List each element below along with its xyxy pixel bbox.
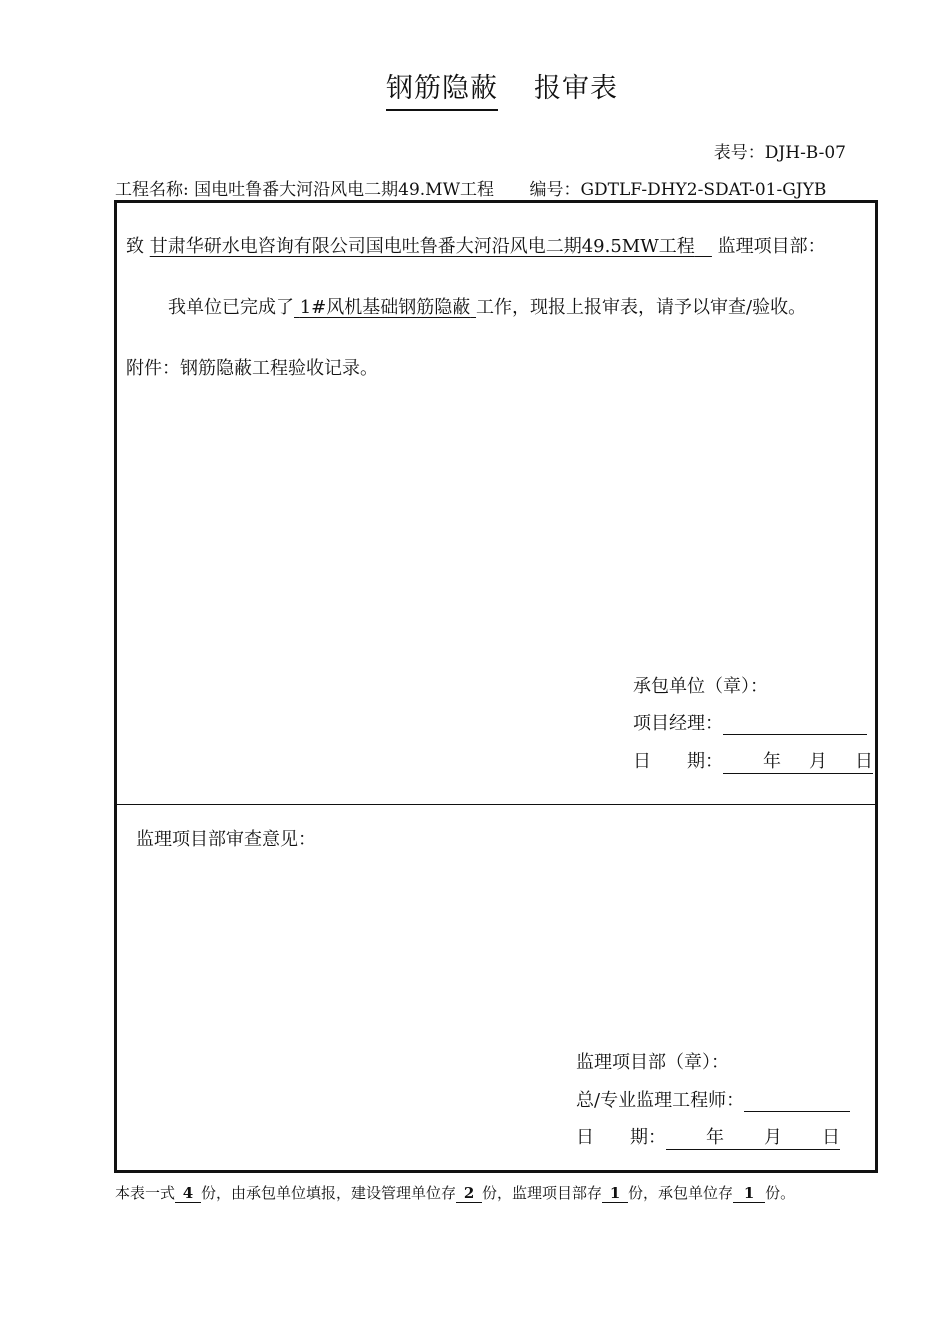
to-suffix: 监理项目部： bbox=[717, 236, 826, 257]
supervising-engineer-signature-line bbox=[744, 1091, 850, 1112]
supervision-date-label: 日 期： bbox=[576, 1127, 666, 1148]
contractor-copies: 1 bbox=[733, 1184, 765, 1203]
supervising-engineer-row bbox=[576, 1086, 850, 1112]
review-opinion-label: 监理项目部审查意见： bbox=[136, 829, 316, 850]
form-number: 表号：DJH-B-07 bbox=[713, 143, 846, 163]
project-manager-signature-line bbox=[723, 714, 867, 735]
supervising-engineer-label: 总/专业监理工程师： bbox=[576, 1090, 745, 1111]
to-prefix: 致 bbox=[126, 236, 144, 257]
page-title bbox=[386, 66, 618, 106]
supervision-date-row bbox=[576, 1123, 840, 1150]
project-meta-row bbox=[115, 175, 826, 200]
title-main: 钢筋隐蔽 bbox=[386, 66, 498, 111]
supervision-seal-label: 监理项目部（章）： bbox=[576, 1052, 729, 1073]
project-manager-row bbox=[633, 709, 867, 735]
work-item: 1#风机基础钢筋隐蔽 bbox=[299, 297, 471, 318]
owner-copies: 2 bbox=[456, 1184, 482, 1203]
attachment-line: 附件：钢筋隐蔽工程验收记录。 bbox=[126, 358, 378, 379]
supervision-date-line: 年 月 日 bbox=[666, 1123, 840, 1150]
contractor-date-row bbox=[633, 747, 873, 774]
addressee-line bbox=[126, 232, 826, 258]
statement-prefix: 我单位已完成了 bbox=[168, 297, 294, 318]
supervision-copies: 1 bbox=[602, 1184, 628, 1203]
statement-suffix: 工作，现报上报审表，请予以审查/验收。 bbox=[476, 297, 807, 318]
copies-footnote: 本表一式 4 份，由承包单位填报，建设管理单位存 2 份，监理项目部存 1 份，承包单位存 1 份。 bbox=[115, 1184, 796, 1202]
section-divider bbox=[117, 804, 875, 805]
title-rest: 报审表 bbox=[534, 73, 618, 104]
form-frame bbox=[114, 200, 878, 1173]
contractor-seal-label: 承包单位（章）： bbox=[633, 676, 768, 697]
total-copies: 4 bbox=[175, 1184, 201, 1203]
project-label: 工程名称: bbox=[115, 180, 189, 200]
project-manager-label: 项目经理： bbox=[633, 713, 723, 734]
addressee-org: 甘肃华研水电咨询有限公司国电吐鲁番大河沿风电二期49.5MW工程 bbox=[149, 236, 695, 257]
contractor-date-line: 年 月 日 bbox=[723, 747, 873, 774]
project-name: 国电吐鲁番大河沿风电二期49.MW工程 bbox=[194, 180, 495, 200]
contractor-date-label: 日 期： bbox=[633, 751, 723, 772]
statement-line bbox=[168, 293, 806, 319]
document-code: 编号：GDTLF-DHY2-SDAT-01-GJYB bbox=[529, 180, 827, 200]
